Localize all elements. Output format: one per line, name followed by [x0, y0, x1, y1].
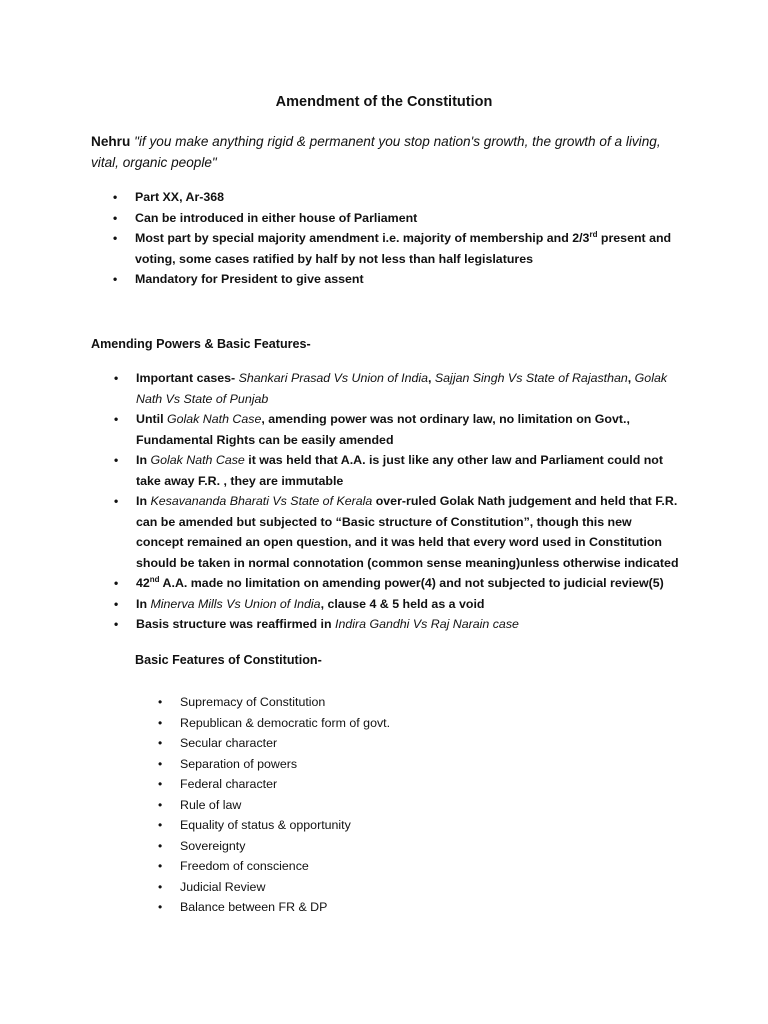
bullet-icon: •: [158, 879, 163, 894]
bullet-icon: •: [158, 797, 163, 812]
section-heading-amending-powers: Amending Powers & Basic Features-: [91, 337, 311, 351]
bullet-icon: •: [114, 453, 119, 467]
bullet-icon: •: [158, 777, 163, 791]
bullet-icon: •: [113, 231, 118, 245]
list-item: • Important cases- Shankari Prasad Vs Union of India, Sajjan Singh Vs State of Rajasthan, Golak Nath Vs State of Punjab: [136, 368, 681, 409]
overview-list: [113, 187, 675, 290]
bullet-icon: •: [113, 210, 118, 225]
list-item: • Basis structure was reaffirmed in Indira Gandhi Vs Raj Narain case: [136, 614, 681, 635]
list-item: • Supremacy of Constitution: [180, 692, 580, 713]
list-item: • Part XX, Ar-368: [135, 187, 675, 208]
bullet-icon: •: [158, 715, 163, 730]
quote-text: "if you make anything rigid & permanent you stop nation's growth, the growth of a living, vital, organic people": [91, 134, 661, 170]
bullet-icon: •: [158, 900, 163, 914]
bullet-icon: •: [113, 272, 118, 286]
list-item: • Rule of law: [180, 795, 580, 816]
bullet-icon: •: [113, 190, 118, 204]
list-item: • Mandatory for President to give assent: [135, 269, 675, 290]
bullet-icon: •: [114, 596, 119, 611]
bullet-icon: •: [158, 756, 163, 771]
list-item: • Judicial Review: [180, 877, 580, 898]
bullet-icon: •: [114, 412, 119, 426]
nehru-quote: [91, 131, 661, 173]
list-item: • In Kesavananda Bharati Vs State of Kerala over-ruled Golak Nath judgement and held that F.R. can be amended but subjected to “Basic structure of Constitution”, though this new concept remained an open question, and it was held that every word used in Constitution should be taken in normal connotation (common sense meaning)unless otherwise indicated: [136, 491, 681, 573]
list-item: • Freedom of conscience: [180, 856, 580, 877]
list-item: • Balance between FR & DP: [180, 897, 580, 918]
bullet-icon: •: [114, 617, 119, 631]
list-item: • Federal character: [180, 774, 580, 795]
list-item: • Most part by special majority amendment i.e. majority of membership and 2/3rd present and voting, some cases ratified by half by not less than half legislatures: [113, 229, 672, 266]
list-item: • Until Golak Nath Case, amending power was not ordinary law, no limitation on Govt., Fundamental Rights can be easily amended: [136, 409, 681, 450]
list-item: • Republican & democratic form of govt.: [180, 713, 580, 734]
bullet-icon: •: [158, 736, 163, 750]
bullet-icon: •: [158, 818, 163, 832]
bullet-icon: •: [158, 695, 163, 709]
amending-powers-list: [114, 368, 681, 635]
quote-author: Nehru: [91, 134, 131, 149]
list-item: • Separation of powers: [180, 754, 580, 775]
list-item: • Sovereignty: [180, 836, 580, 857]
list-item: • 42nd A.A. made no limitation on amending power(4) and not subjected to judicial review(5): [136, 573, 681, 594]
list-item: • Can be introduced in either house of Parliament: [135, 208, 675, 229]
bullet-icon: •: [158, 859, 163, 873]
document-title: Amendment of the Constitution: [275, 94, 493, 110]
list-item: • Equality of status & opportunity: [180, 815, 580, 836]
bullet-icon: •: [114, 371, 119, 385]
basic-features-list: [158, 692, 580, 918]
bullet-icon: •: [114, 494, 119, 508]
bullet-icon: •: [158, 838, 163, 853]
list-item: • In Golak Nath Case it was held that A.A. is just like any other law and Parliament could not take away F.R. , they are immutable: [136, 450, 681, 491]
bullet-icon: •: [114, 576, 119, 590]
list-item: • In Minerva Mills Vs Union of India, clause 4 & 5 held as a void: [136, 594, 681, 615]
list-item: • Secular character: [180, 733, 580, 754]
section-heading-basic-features: Basic Features of Constitution-: [135, 653, 322, 667]
